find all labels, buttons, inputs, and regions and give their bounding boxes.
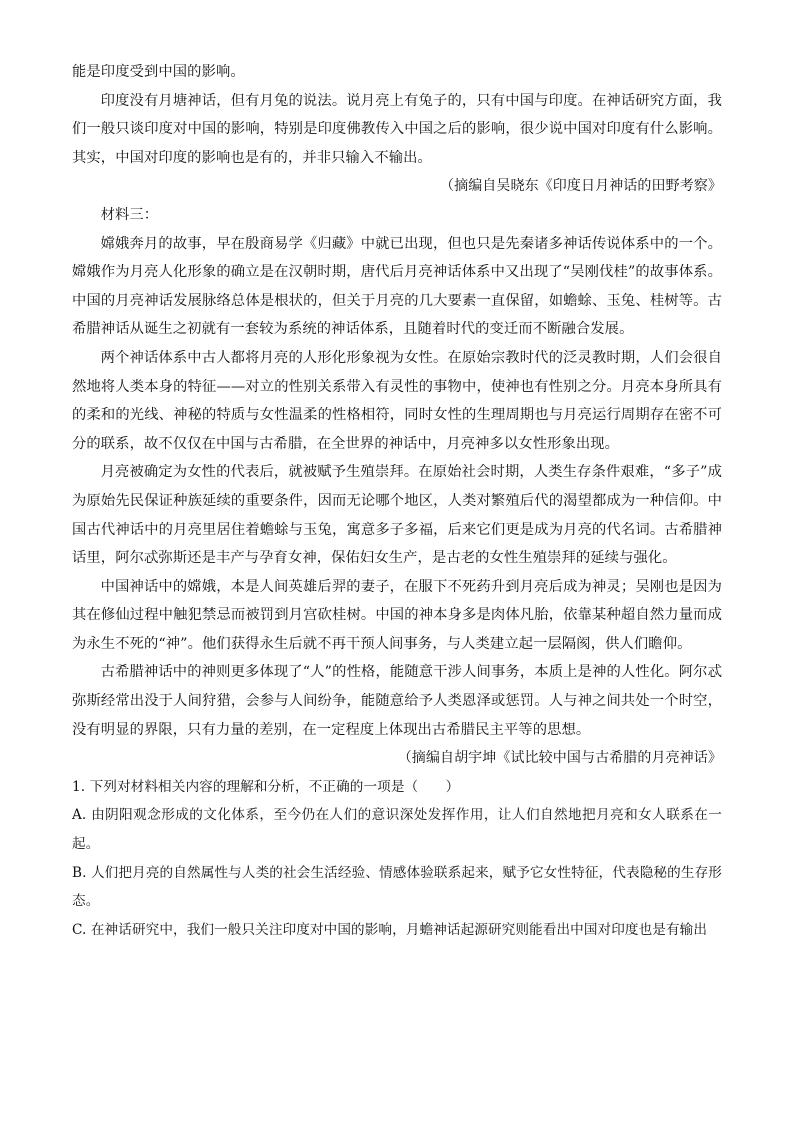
- paragraph-material-3-3: 月亮被确定为女性的代表后，就被赋予生殖崇拜。在原始社会时期，人类生存条件艰难，“多子”成为原始先民保证种族延续的重要条件，因而无论哪个地区，人类对繁殖后代的渴望都成为一种信仰。中国古代神话中的月亮里居住着蟾蜍与玉兔，寓意多子多福，后来它们更是成为月亮的代名词。古希腊神话里，阿尔忒弥斯还是丰产与孕育女神，保佑妇女生产，是古老的女性生殖崇拜的延续与强化。: [72, 464, 722, 567]
- paragraph-material-3-5: 古希腊神话中的神则更多体现了“人”的性格，能随意干涉人间事务，本质上是神的人性化。阿尔忒弥斯经常出没于人间狩猎，会参与人间纷争，能随意给予人类恩泽或惩罚。人与神之间共处一个时空，没有明显的界限，只有力量的差别，在一定程度上体现出古希腊民主平等的思想。: [72, 664, 722, 738]
- paragraph-material-3-2: 两个神话体系中古人都将月亮的人形化形象视为女性。在原始宗教时代的泛灵教时期，人们会很自然地将人类本身的特征——对立的性别关系带入有灵性的事物中，使神也有性别之分。月亮本身所具有的柔和的光线、神秘的特质与女性温柔的性格相符，同时女性的生理周期也与月亮运行周期存在密不可分的联系，故不仅仅在中国与古希腊，在全世界的神话中，月亮神多以女性形象出现。: [72, 349, 722, 452]
- option-a: A. 由阴阳观念形成的文化体系，至今仍在人们的意识深处发挥作用，让人们自然地把月亮和女人联系在一起。: [72, 807, 722, 853]
- source-citation-1: （摘编自吴晓东《印度日月神话的田野考察》: [440, 178, 722, 195]
- source-citation-2: （摘编自胡宇坤《试比较中国与古希腊的月亮神话》: [397, 750, 722, 767]
- material-3-heading: 材料三：: [100, 206, 159, 223]
- paragraph-india: 印度没有月塘神话，但有月兔的说法。说月亮上有兔子的，只有中国与印度。在神话研究方面，我们一般只谈印度对中国的影响，特别是印度佛教传入中国之后的影响，很少说中国对印度有什么影响。其实，中国对印度的影响也是有的，并非只输入不输出。: [72, 92, 722, 166]
- question-1: 1. 下列对材料相关内容的理解和分析，不正确的一项是（ ）: [72, 778, 460, 795]
- paragraph-material-3-4: 中国神话中的嫦娥，本是人间英雄后羿的妻子，在服下不死药升到月亮后成为神灵；吴刚也是因为其在修仙过程中触犯禁忌而被罚到月宫砍桂树。中国的神本身多是肉体凡胎，依靠某种超自然力量而成为永生不死的“神”。他们获得永生后就不再干预人间事务，与人类建立起一层隔阂，供人们瞻仰。: [72, 578, 722, 652]
- document-page: [72, 58, 722, 944]
- option-c: C. 在神话研究中，我们一般只关注印度对中国的影响，月蟾神话起源研究则能看出中国对印度也是有输出: [72, 921, 708, 938]
- option-b: B. 人们把月亮的自然属性与人类的社会生活经验、情感体验联系起来，赋予它女性特征，代表隐秘的生存形态。: [72, 864, 722, 910]
- top-line: 能是印度受到中国的影响。: [72, 64, 245, 80]
- paragraph-material-3-1: 嫦娥奔月的故事，早在殷商易学《归藏》中就已出现，但也只是先秦诸多神话传说体系中的一个。嫦娥作为月亮人化形象的确立是在汉朝时期，唐代后月亮神话体系中又出现了“吴刚伐桂”的故事体系。中国的月亮神话发展脉络总体是根状的，但关于月亮的几大要素一直保留，如蟾蜍、玉兔、桂树等。古希腊神话从诞生之初就有一套较为系统的神话体系，且随着时代的变迁而不断融合发展。: [72, 235, 722, 338]
